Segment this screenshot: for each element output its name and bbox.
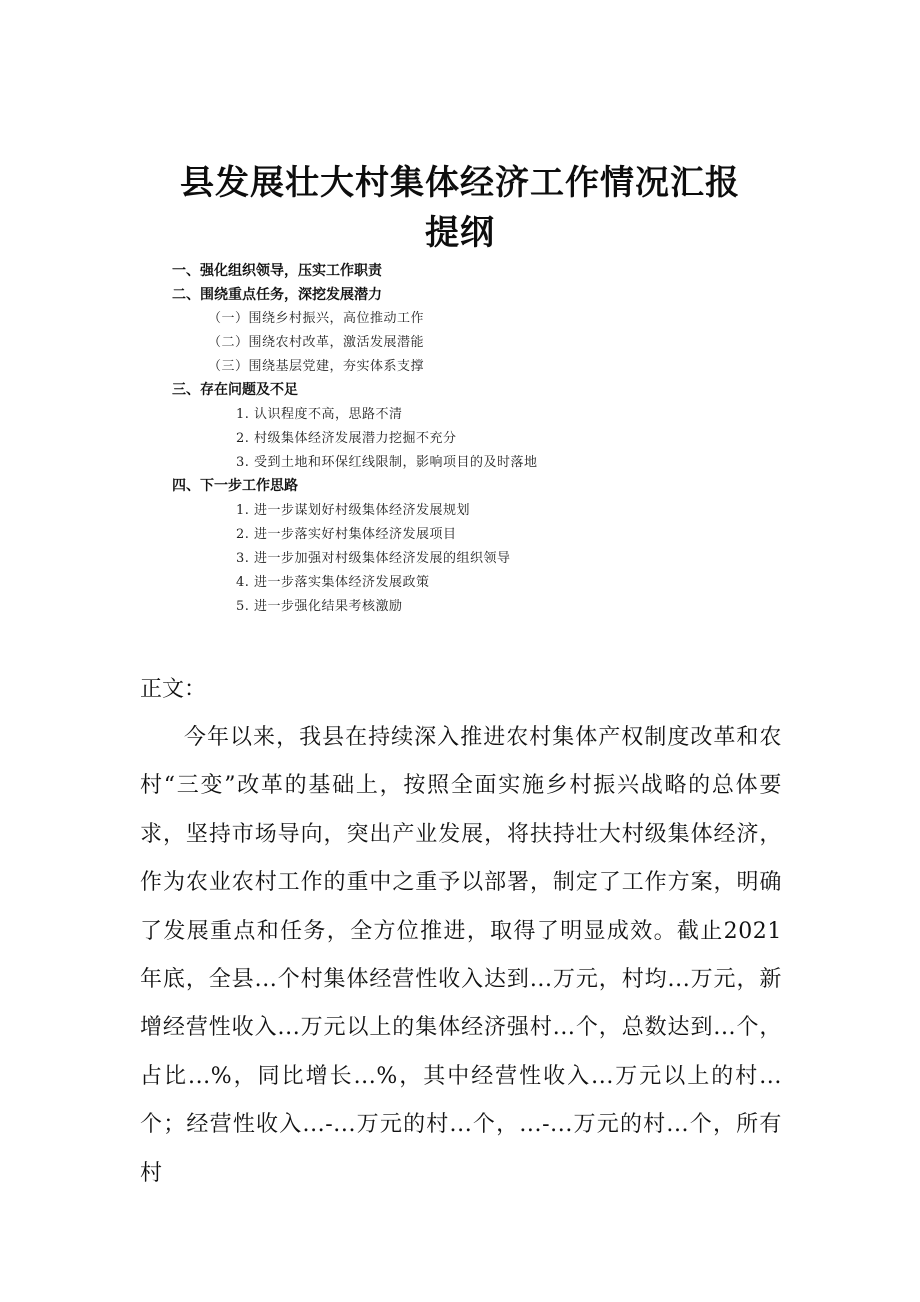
document-title-line-2: 提纲 [425,213,495,253]
outline-subitem: （三）围绕基层党建，夯实体系支撑 [208,359,425,374]
outline-heading-2: 二、围绕重点任务，深挖发展潜力 [172,287,382,303]
outline-numbered-item: 1. 进一步谋划好村级集体经济发展规划 [236,503,471,518]
outline-numbered-item: 4. 进一步落实集体经济发展政策 [236,575,430,590]
outline-heading-3: 三、存在问题及不足 [172,382,298,398]
outline-heading-1: 一、强化组织领导，压实工作职责 [172,263,382,279]
outline-heading-4: 四、下一步工作思路 [172,478,298,494]
outline-numbered-item: 1. 认识程度不高，思路不清 [236,407,403,422]
outline-numbered-item: 3. 进一步加强对村级集体经济发展的组织领导 [236,551,511,566]
outline-numbered-item: 3. 受到土地和环保红线限制，影响项目的及时落地 [236,455,538,470]
outline-numbered-item: 2. 进一步落实好村集体经济发展项目 [236,527,457,542]
outline-subitem: （一）围绕乡村振兴，高位推动工作 [208,311,425,326]
body-label: 正文： [140,677,207,702]
outline-numbered-item: 2. 村级集体经济发展潜力挖掘不充分 [236,431,457,446]
document-title-line-1: 县发展壮大村集体经济工作情况汇报 [180,163,740,203]
outline-numbered-item: 5. 进一步强化结果考核激励 [236,599,403,614]
outline-subitem: （二）围绕农村改革，激活发展潜能 [208,335,425,350]
body-paragraph: 今年以来，我县在持续深入推进农村集体产权制度改革和农村“三变”改革的基础上，按照全面实施乡村振兴战略的总体要求，坚持市场导向，突出产业发展，将扶持壮大村级集体经济，作为农业农村工作的重中之重予以部署，制定了工作方案，明确了发展重点和任务，全方位推进，取得了明显成效。截止2021年底，全县...个村集体经营性收入达到...万元，村均...万元，新增经营性收入...万元以上的集体经济强村...个，总数达到...个，占比...%，同比增长...%，其中经营性收入...万元以上的村...个；经营性收入...-...万元的村...个，...-...万元的村...个，所有村 [140,725,782,1186]
